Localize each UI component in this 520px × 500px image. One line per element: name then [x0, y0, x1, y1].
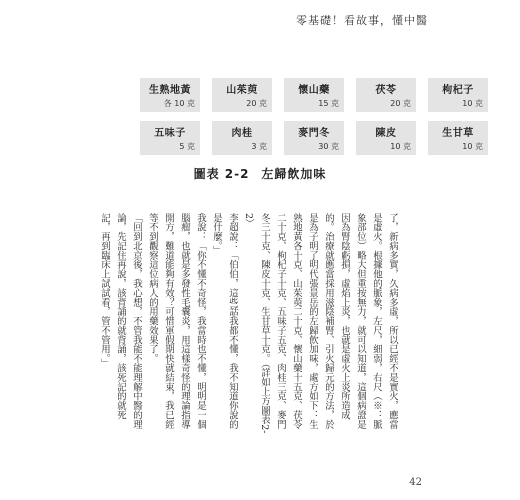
- herb-cell: [428, 78, 488, 112]
- herb-amount: 20 克: [390, 99, 411, 108]
- herb-amount: 10 克: [462, 142, 483, 151]
- herb-cell: [212, 121, 272, 155]
- herb-cell: [356, 78, 416, 112]
- herb-amount: 3 克: [251, 142, 267, 151]
- body-paragraph: 了，新病多實，久病多虛，所以已經不是實火，應當是虛火。根據他的脈象，左尺，細弱，右尺（※：脈象部位）略大但重按無力，就可以知道，這個病證是因為腎陰虧損，虛焰上炎，也就是虛火上炎所造成的。治療就應當採用滋陰補腎、引火歸元的方法，於是為子明了明代張景岳的左歸飲加味，處方如下：生熟地黃各十克、山茱萸二十克、懷山藥十五克、茯苓二十克、枸杞子十克、五味子五克、肉桂三克、麥門冬三十克、陳皮十克、生甘草十克。（詳如上方圖表2-2）: [243, 213, 398, 434]
- herb-table: [140, 78, 488, 155]
- herb-amount: 10 克: [390, 142, 411, 151]
- herb-name: 肉桂: [231, 128, 253, 139]
- herb-cell: [356, 121, 416, 155]
- body-paragraph: 李超說：「伯伯，這些話我都不懂，我不知道你說的是什麼。」: [211, 213, 238, 429]
- running-header: 零基礎！看故事，懂中醫: [296, 14, 428, 27]
- caption-title: 左歸飲加味: [261, 167, 327, 181]
- herb-name: 五味子: [154, 128, 186, 139]
- herb-amount: 5 克: [179, 142, 195, 151]
- herb-cell: [428, 121, 488, 155]
- herb-name: 茯苓: [375, 85, 397, 96]
- herb-name: 山茱萸: [226, 85, 258, 96]
- herb-amount: 15 克: [318, 99, 339, 108]
- herb-name: 陳皮: [375, 128, 397, 139]
- herb-cell: [140, 121, 200, 155]
- herb-cell: [284, 121, 344, 155]
- herb-name: 懷山藥: [298, 85, 330, 96]
- herb-name: 生甘草: [442, 128, 474, 139]
- body-paragraph: 「回到北京後，我心想，不管我能不能理解中醫的理論，先記住再說，該背誦的就背誦，該死記的就死記，再到臨床上試試看，管不管用。」: [99, 213, 142, 429]
- herb-name: 麥門冬: [298, 128, 330, 139]
- herb-cell: [212, 78, 272, 112]
- caption-label: 圖表 2-2: [193, 167, 250, 181]
- page-number: 42: [409, 477, 422, 488]
- figure-caption: [0, 165, 520, 182]
- herb-cell: [284, 78, 344, 112]
- body-paragraph: 我說：「你不懂不奇怪，我當時也不懂，明明是一個腦瘤，也就是多發性毛囊炎，用這樣奇怪的理論指導開方，難道能夠有效？可惜軍假期快就結束，我已經等不到觀察這位病人的用藥效果了。: [147, 213, 206, 429]
- herb-amount: 各 10 克: [163, 99, 195, 108]
- herb-cell: [140, 78, 200, 112]
- herb-amount: 20 克: [246, 99, 267, 108]
- herb-name: 枸杞子: [442, 85, 474, 96]
- vertical-body-text: [99, 213, 400, 436]
- herb-name: 生熟地黃: [149, 85, 191, 96]
- herb-amount: 30 克: [318, 142, 339, 151]
- herb-amount: 10 克: [462, 99, 483, 108]
